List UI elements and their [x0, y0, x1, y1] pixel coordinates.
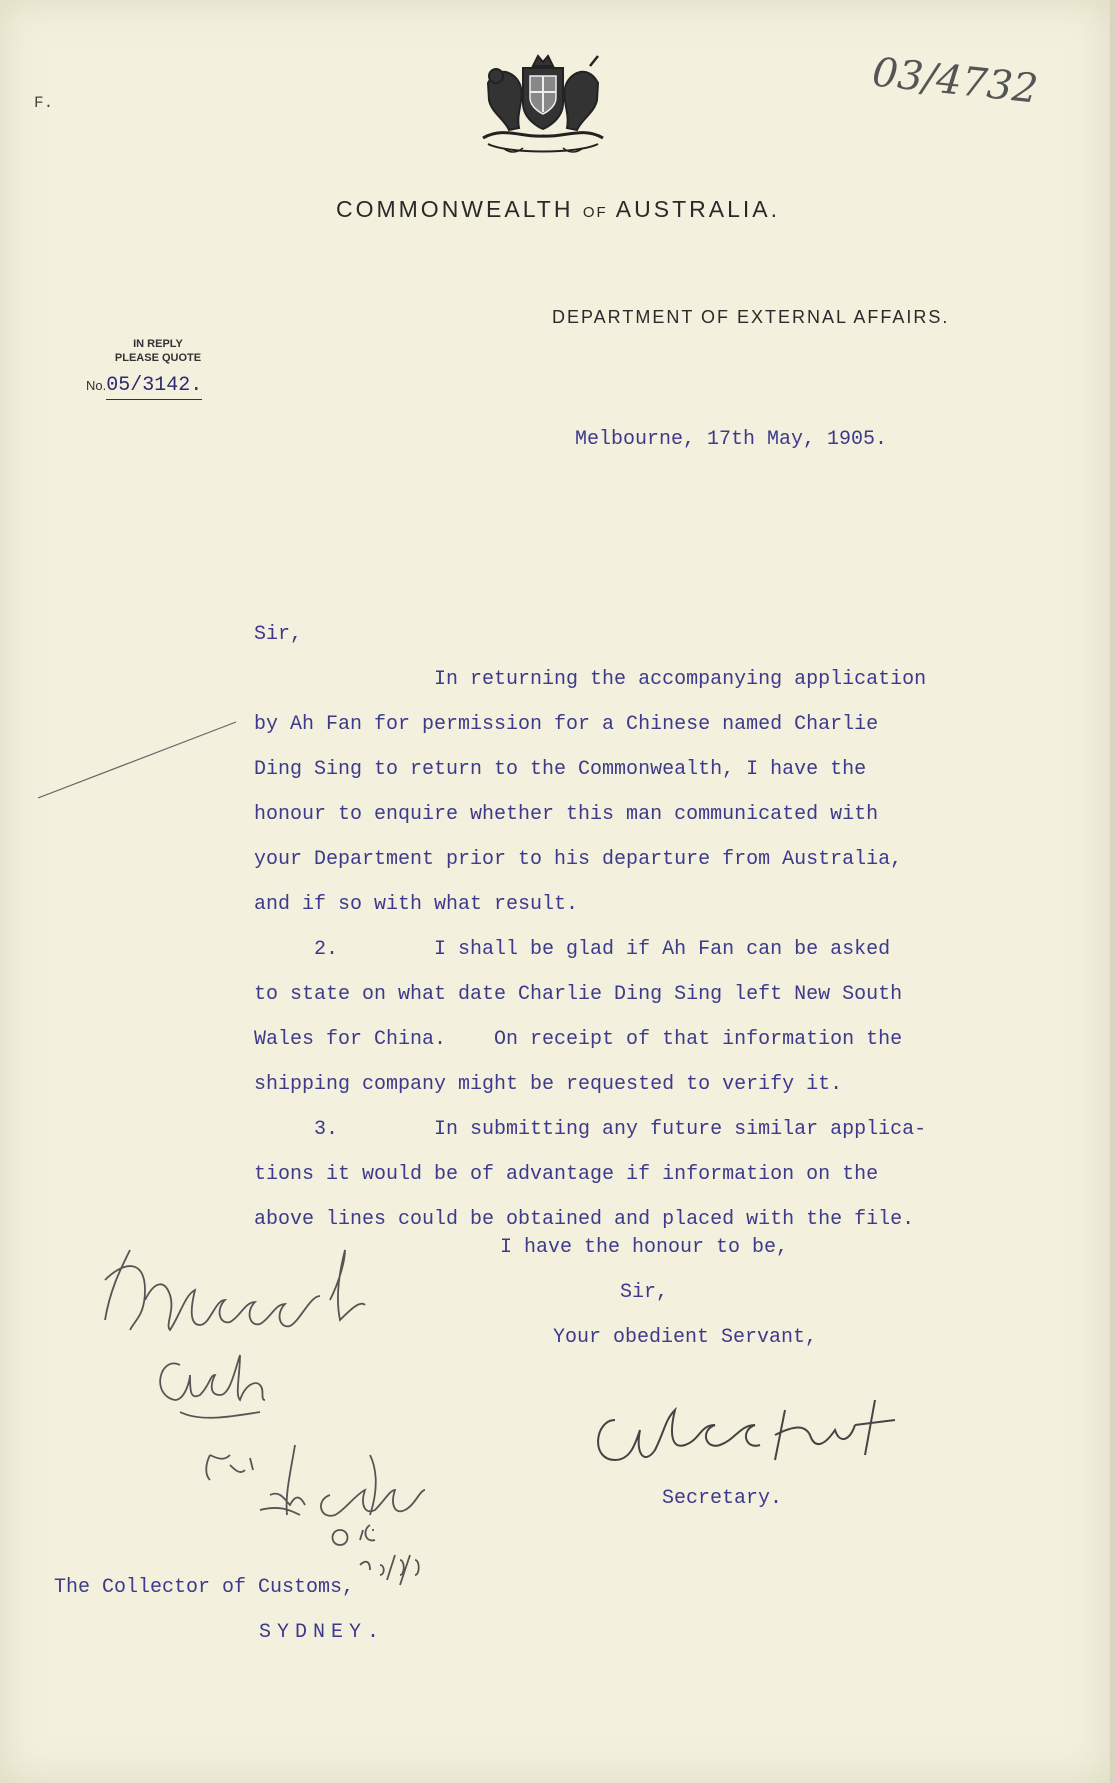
closing-line: I have the honour to be, [500, 1236, 789, 1259]
secretary-title: Secretary. [662, 1487, 783, 1510]
reply-quote-label: IN REPLY PLEASE QUOTE [114, 338, 202, 364]
closing-salutation: Sir, [620, 1281, 669, 1304]
body-line: Sir, [254, 623, 303, 646]
coat-of-arms-icon [468, 48, 618, 163]
reference-number: No.05/3142. [86, 374, 202, 397]
closing-servant: Your obedient Servant, [553, 1326, 818, 1349]
body-line: Ding Sing to return to the Commonwealth, I have the [254, 758, 867, 781]
body-line: shipping company might be requested to verify it. [254, 1073, 843, 1096]
handwritten-file-number: 03/4732 [870, 49, 1041, 113]
body-line: 3. In submitting any future similar applica- [254, 1118, 927, 1141]
pencil-mark-icon [38, 720, 238, 800]
form-mark: F. [34, 94, 54, 112]
secretary-signature-icon [585, 1380, 985, 1470]
letter-body [254, 612, 1014, 1242]
body-line: to state on what date Charlie Ding Sing left New South [254, 983, 903, 1006]
department-name: DEPARTMENT OF EXTERNAL AFFAIRS. [552, 307, 950, 327]
body-line: 2. I shall be glad if Ah Fan can be asked [254, 938, 891, 961]
body-line: and if so with what result. [254, 893, 579, 916]
body-line: by Ah Fan for permission for a Chinese named Charlie [254, 713, 879, 736]
letterhead-title: COMMONWEALTH OF AUSTRALIA. [335, 196, 781, 222]
body-line: In returning the accompanying application [254, 668, 927, 691]
body-line: above lines could be obtained and placed with the file. [254, 1208, 915, 1231]
addressee-city: SYDNEY. [259, 1621, 386, 1644]
body-line: honour to enquire whether this man communicated with [254, 803, 879, 826]
body-line: Wales for China. On receipt of that information the [254, 1028, 903, 1051]
handwritten-annotations-icon [90, 1240, 430, 1600]
addressee-line: The Collector of Customs, [54, 1576, 355, 1599]
body-line: your Department prior to his departure from Australia, [254, 848, 903, 871]
letter-date: Melbourne, 17th May, 1905. [575, 428, 888, 451]
body-line: tions it would be of advantage if information on the [254, 1163, 879, 1186]
